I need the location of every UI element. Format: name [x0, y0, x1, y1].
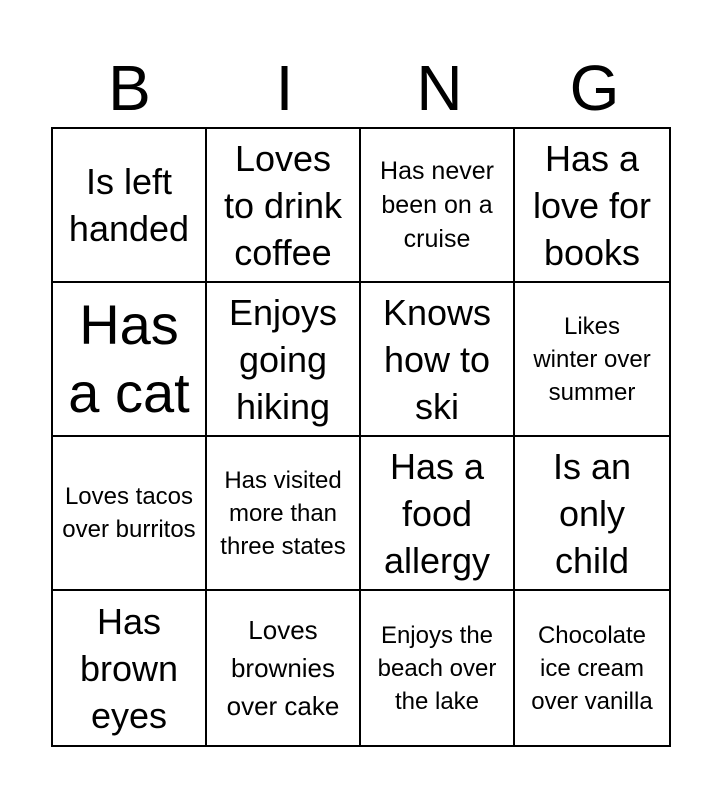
cell-text: Knows how to ski [382, 291, 492, 427]
bingo-cell[interactable] [361, 129, 515, 283]
header-letter-n: N [416, 52, 463, 124]
bingo-cell[interactable] [207, 591, 361, 745]
header-letter-b: B [108, 52, 151, 124]
cell-text: Enjoys going hiking [228, 291, 338, 427]
bingo-cell[interactable] [361, 591, 515, 745]
cell-text: Has a food allergy [383, 445, 491, 581]
cell-text: Chocolate ice cream over vanilla [531, 621, 653, 715]
cell-text: Has brown eyes [79, 600, 179, 736]
bingo-cell[interactable] [515, 437, 669, 591]
bingo-cell[interactable] [361, 437, 515, 591]
bingo-cell[interactable] [515, 591, 669, 745]
bingo-header [52, 48, 672, 128]
header-letter-i: I [275, 52, 294, 124]
bingo-cell[interactable] [207, 437, 361, 591]
cell-text: Has never been on a cruise [380, 157, 494, 253]
cell-text: Has visited more than three states [220, 466, 346, 560]
bingo-cell[interactable] [207, 283, 361, 437]
cell-text: Loves tacos over burritos [62, 483, 196, 543]
cell-text: Has a love for books [532, 137, 652, 273]
bingo-cell[interactable] [53, 283, 207, 437]
cell-text: Has a cat [68, 293, 190, 424]
bingo-cell[interactable] [515, 283, 669, 437]
cell-text: Is an only child [552, 445, 632, 581]
bingo-cell[interactable] [53, 437, 207, 591]
bingo-cell[interactable] [515, 129, 669, 283]
cell-text: Is left handed [68, 161, 190, 249]
bingo-cell[interactable] [53, 591, 207, 745]
cell-text: Loves to drink coffee [223, 137, 343, 273]
bingo-board [51, 127, 671, 747]
bingo-cell[interactable] [207, 129, 361, 283]
cell-text: Likes winter over summer [533, 312, 651, 406]
cell-text: Enjoys the beach over the lake [377, 621, 497, 715]
cell-text: Loves brownies over cake [226, 615, 340, 721]
bingo-cell[interactable] [361, 283, 515, 437]
header-letter-g: G [569, 52, 620, 124]
bingo-cell[interactable] [53, 129, 207, 283]
